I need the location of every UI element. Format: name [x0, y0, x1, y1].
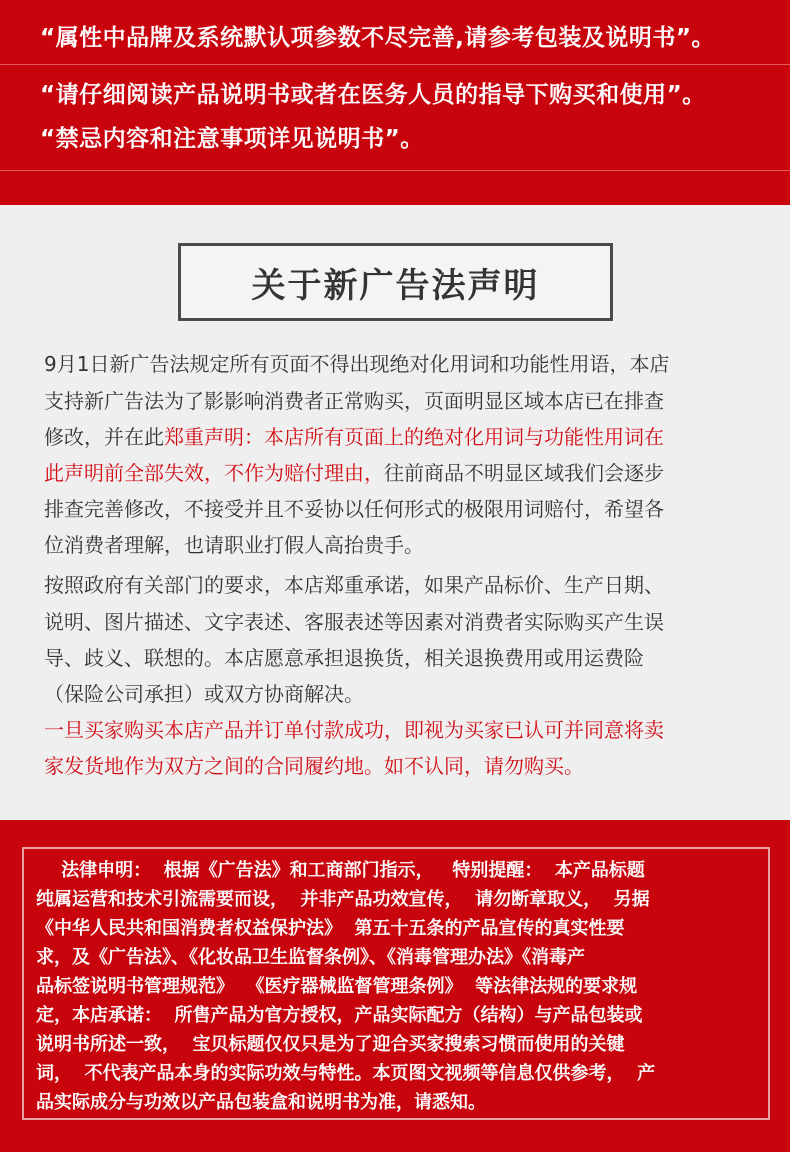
solemn-declaration-text: 此声明前全部失效，不作为赔付理由， [44, 461, 384, 485]
paragraph-line: 排查完善修改，不接受并且不妥协以任何形式的极限用词赔付，希望各 [44, 497, 664, 521]
paragraph-line: 支持新广告法为了影影响消费者正常购买，页面明显区域本店已在排查 [44, 389, 664, 413]
contract-place-notice: 家发货地作为双方之间的合同履约地。如不认同，请勿购买。 [44, 754, 584, 778]
notice-attributes: “属性中品牌及系统默认项参数不尽完善,请参考包装及说明书”。 [40, 25, 715, 51]
divider [0, 64, 790, 65]
paragraph-line: 9月1日新广告法规定所有页面不得出现绝对化用词和功能性用语，本店 [44, 352, 670, 376]
legal-line: 词， 不代表产品本身的实际功效与特性。本页图文视频等信息仅供参考， 产 [36, 1063, 656, 1084]
contract-place-notice: 一旦买家购买本店产品并订单付款成功，即视为买家已认可并同意将卖 [44, 718, 664, 742]
legal-line: 《中华人民共和国消费者权益保护法》 第五十五条的产品宣传的真实性要 [36, 918, 625, 939]
notice-read-manual: “请仔细阅读产品说明书或者在医务人员的指导下购买和使用”。 [40, 82, 706, 108]
paragraph-text: 往前商品不明显区域我们会逐步 [384, 461, 664, 485]
paragraph-line: 位消费者理解，也请职业打假人高抬贵手。 [44, 533, 424, 557]
paragraph-line: （保险公司承担）或双方协商解决。 [44, 682, 364, 706]
legal-line: 说明书所述一致， 宝贝标题仅仅只是为了迎合买家搜索习惯而使用的关键 [36, 1034, 625, 1055]
divider [0, 170, 790, 171]
paragraph-line: 说明、图片描述、文字表述、客服表述等因素对消费者实际购买产生误 [44, 610, 664, 634]
paragraph-line: 按照政府有关部门的要求，本店郑重承诺，如果产品标价、生产日期、 [44, 573, 664, 597]
legal-line: 品实际成分与功效以产品包装盒和说明书为准，请悉知。 [36, 1092, 486, 1113]
paragraph-line [44, 420, 664, 455]
legal-line: 品标签说明书管理规范》 《医疗器械监督管理条例》 等法律法规的要求规 [36, 976, 638, 997]
legal-line: 纯属运营和技术引流需要而设， 并非产品功效宣传， 请勿断章取义， 另据 [36, 889, 650, 910]
solemn-declaration-text: 郑重声明：本店所有页面上的绝对化用词与功能性用词在 [164, 425, 664, 449]
notice-contraindications: “禁忌内容和注意事项详见说明书”。 [40, 126, 424, 152]
statement-title: 关于新广告法声明 [251, 265, 540, 306]
paragraph-line [44, 456, 664, 491]
statement-title-box [178, 243, 613, 321]
paragraph-line: 导、歧义、联想的。本店愿意承担退换货，相关退换费用或用运费险 [44, 646, 644, 670]
legal-line: 定，本店承诺： 所售产品为官方授权，产品实际配方（结构）与产品包装或 [36, 1005, 643, 1026]
legal-line: 法律申明： 根据《广告法》和工商部门指示， 特别提醒： 本产品标题 [36, 860, 645, 881]
paragraph-text: 修改，并在此 [44, 425, 164, 449]
legal-line: 求，及《广告法》、《化妆品卫生监督条例》、《消毒管理办法》《消毒产 [36, 947, 585, 968]
